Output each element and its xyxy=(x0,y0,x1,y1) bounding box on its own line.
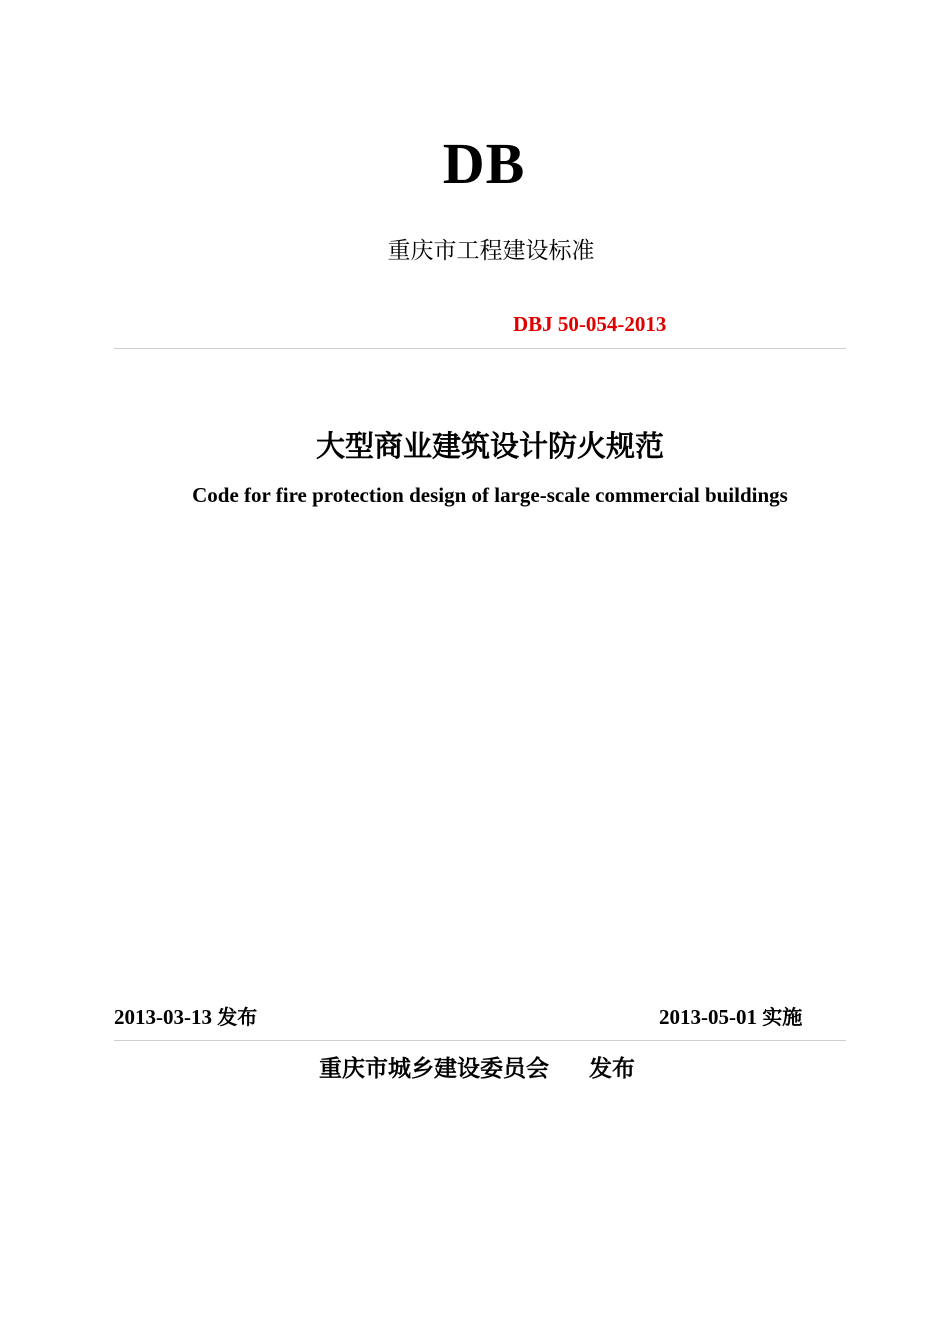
issue-date-line xyxy=(114,1003,257,1031)
publisher-line xyxy=(319,1052,635,1086)
top-divider xyxy=(114,348,846,349)
standard-number: DBJ 50-054-2013 xyxy=(513,312,667,336)
issue-label: 发布 xyxy=(217,1005,258,1029)
title-chinese: 大型商业建筑设计防火规范 xyxy=(315,429,664,463)
effective-label: 实施 xyxy=(762,1005,803,1029)
issue-date: 2013-03-13 xyxy=(114,1005,212,1029)
publisher-name: 重庆市城乡建设委员会 xyxy=(319,1056,549,1082)
title-english: Code for fire protection design of large-scale commercial buildings xyxy=(192,483,788,507)
publisher-action: 发布 xyxy=(589,1056,635,1082)
standard-category: 重庆市工程建设标准 xyxy=(387,238,595,264)
db-mark: DB xyxy=(442,131,526,196)
effective-date-line xyxy=(659,1003,802,1031)
bottom-divider xyxy=(114,1040,846,1041)
effective-date: 2013-05-01 xyxy=(659,1005,757,1029)
